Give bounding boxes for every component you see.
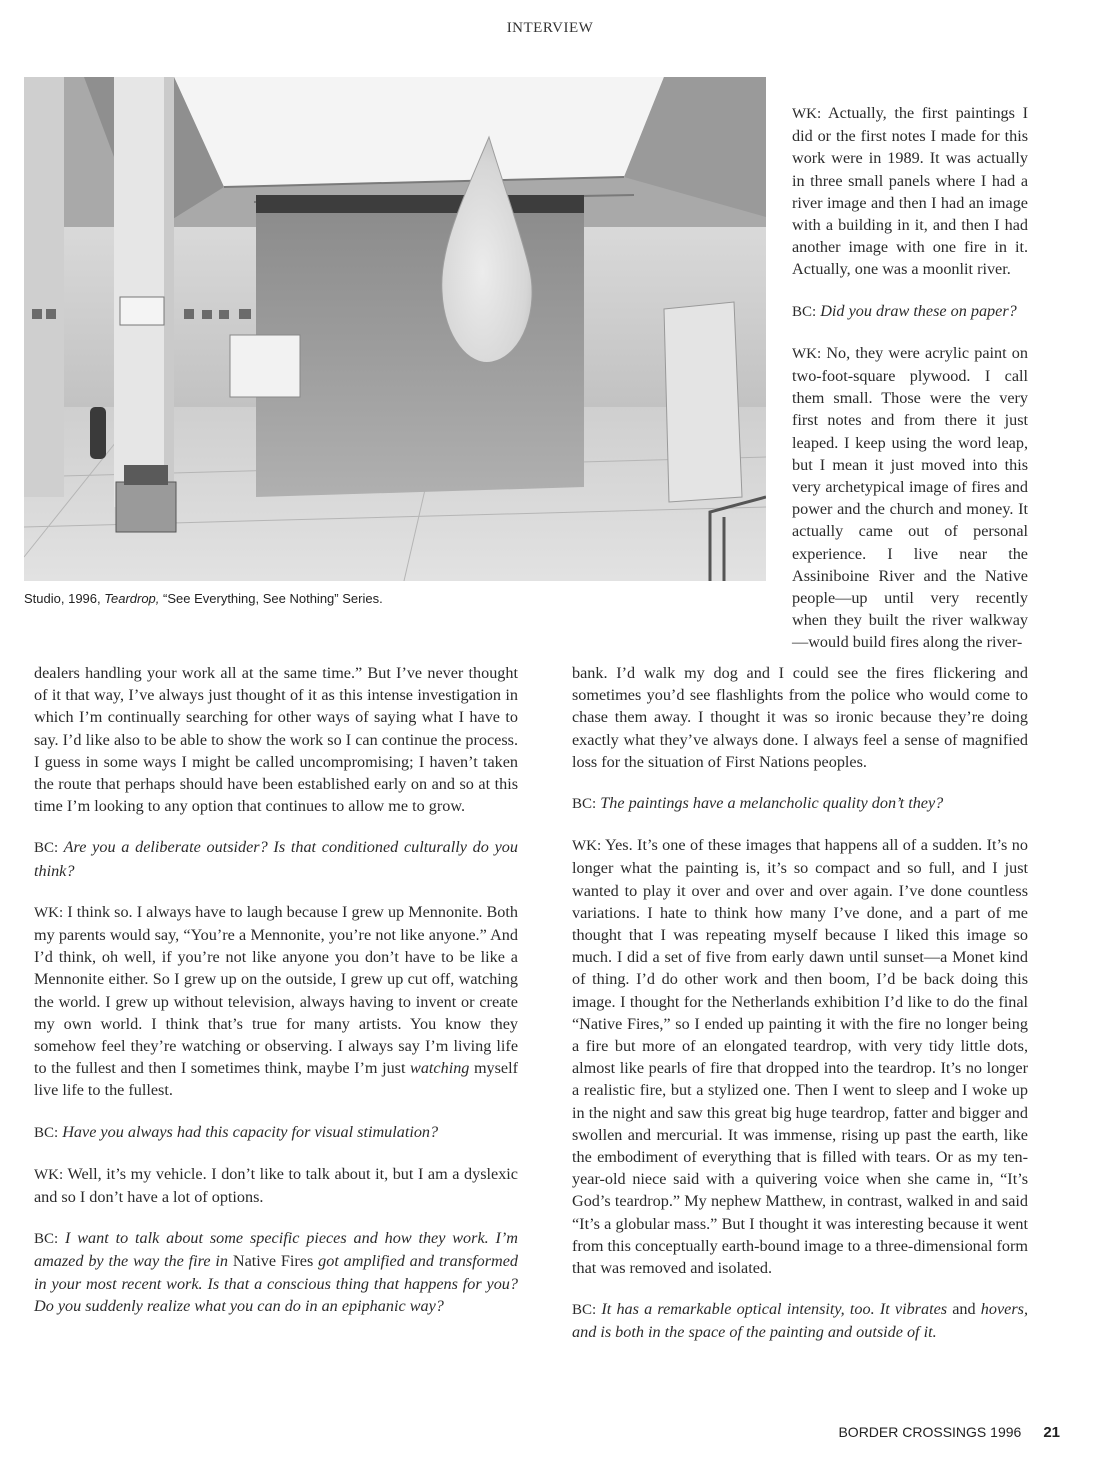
paragraph [792,102,1028,281]
caption-title: Teardrop, [104,591,160,606]
paragraph: bank. I’d walk my dog and I could see the fires flickering and sometimes you’d see flashlights from the police who would come to chase them away. I thought it was so ironic because they’re doing exactly what they’ve always done. I always feel a sense of magnified loss for the situation of First Nations peoples. [572,664,1028,771]
speaker-label: WK: [34,1166,64,1183]
question-text: Are you a deliberate outsider? Is that conditioned culturally do you think? [34,838,518,880]
speaker-label: WK: [572,838,602,855]
paragraph [572,792,1028,815]
speaker-label: BC: [34,1231,59,1248]
question-text: hovers, and is both in the space of the painting and outside of it. [572,1300,1029,1342]
question-text: Did you draw these on paper? [816,301,1017,320]
page-number: 21 [1043,1424,1060,1441]
publication-name: BORDER CROSSINGS 1996 [838,1424,1022,1440]
studio-photograph [24,77,766,581]
photo-caption [24,591,544,606]
right-column [572,662,1028,1363]
speaker-label: BC: [792,303,817,320]
question-text: It has a remarkable optical intensity, too. It vibrates [596,1300,953,1319]
paragraph [34,1227,518,1317]
paragraph-text: No, they were acrylic paint on two-foot-square plywood. I call them small. Those were the very first notes and from there it just leaped. I keep using the word leap, but I mean it just moved into this very archetypical image of fires and power and the church and money. It actually came out of personal experience. I live near the Assiniboine River and the Native people—up until very recently when they built the river walkway—would build fires along the river- [792,343,1028,652]
paragraph [572,834,1028,1279]
paragraph [792,342,1028,654]
paragraph [792,300,1028,323]
caption-rest: “See Everything, See Nothing” Series. [159,591,383,606]
paragraph [34,1163,518,1208]
paragraph-text: Yes. It’s one of these images that happens all of a sudden. It’s no longer what the painting is, it’s so compact and so full, and I just wanted to play it over and over and over again. I’ve done countless variations. I hate to think how many I’ve done, and a part of me thought that I was repeating myself because I liked this image so much. I did a set of five from early dawn until sunset—a Monet kind of thing. I’d do other work and then boom, I’d be back doing this image. I thought for the Netherlands exhibition I’d like to do the final “Native Fires,” so I ended up painting it with the fire no longer being a fire but more of an elongated teardrop, with very tidy little dots, almost like pearls of fire that dropped into the teardrop. It’s no longer a realistic fire, but a stylized one. Then I went to sleep and I woke up in the night and saw this great big huge teardrop, fatter and bigger and swollen and mercurial. It was immense, rising up past the earth, like the embodiment of everything that is filled with tears. Or as my ten-year-old niece said with a quivering voice when she came in, “It’s God’s teardrop.” My nephew Matthew, in contrast, walked in and said “It’s a globular mass.” But I thought it was interesting because it went from this conceptually earth-bound image to a three-dimensional form that was removed and isolated. [572,836,1028,1278]
paragraph-text: Actually, the first paintings I did or the first notes I made for this work were in 1989. It was actually in three small panels where I had a river image and then I had an image with a building in it, and then I had another image with one fire in it. Actually, one was a moonlit river. [792,104,1028,279]
speaker-label: WK: [34,904,64,921]
paragraph: dealers handling your work all at the same time.” But I’ve never thought of it that way, I’ve always just thought of it as this intense investigation in which I’m continually searching for other ways of saying what I have to say. I’d like also to be able to show the work so I can continue the process. I guess in some ways I might be called uncompromising; I haven’t taken the route that perhaps should have been established early on and so at this time I’m looking to any option that continues to allow me to grow. [34,664,518,816]
question-text: Have you always had this capacity for visual stimulation? [58,1122,439,1141]
speaker-label: BC: [34,1124,59,1141]
speaker-label: WK: [792,345,822,362]
page-footer [838,1424,1060,1441]
paragraph-text: myself live life to the fullest. [34,1059,519,1100]
left-column [34,662,518,1336]
question-text: got amplified and transformed in your most recent work. Is that a conscious thing that happens for you? Do you suddenly realize what you can do in an epiphanic way? [34,1252,518,1315]
paragraph-text: I think so. I always have to laugh because I grew up Mennonite. Both my parents would say, “You’re a Mennonite, you’re not like anyone.” And I’d think, oh well, if you’re not like anyone you don’t have to be like a Mennonite either. So I grew up on the outside, I grew up cut off, watching the world. I grew up without television, always having to invent or create my own world. I think that’s true for many artists. You know they somehow feel they’re watching or observing. I always say I’m living life to the fullest and then I sometimes think, maybe I’m just [34,902,518,1078]
caption-lead: Studio, 1996, [24,591,105,606]
paragraph [34,836,518,881]
paragraph [34,1121,518,1144]
speaker-label: BC: [34,840,59,857]
right-top-column [792,102,1028,673]
question-text: I want to talk about some specific pieces and how they work. I’m amazed by the way the fire in [34,1229,518,1271]
question-text: The paintings have a melancholic quality don’t they? [596,794,944,813]
work-title: Native Fires [232,1252,314,1271]
paragraph-text: Well, it’s my vehicle. I don’t like to talk about it, but I am a dyslexic and so I don’t have a lot of options. [34,1164,518,1207]
running-head: INTERVIEW [506,20,594,36]
speaker-label: BC: [572,1302,597,1319]
paragraph [34,901,518,1102]
paragraph [572,1298,1028,1343]
speaker-label: BC: [572,796,597,813]
emphasis: watching [410,1059,470,1078]
plain-word: and [952,1300,976,1319]
speaker-label: WK: [792,106,822,122]
